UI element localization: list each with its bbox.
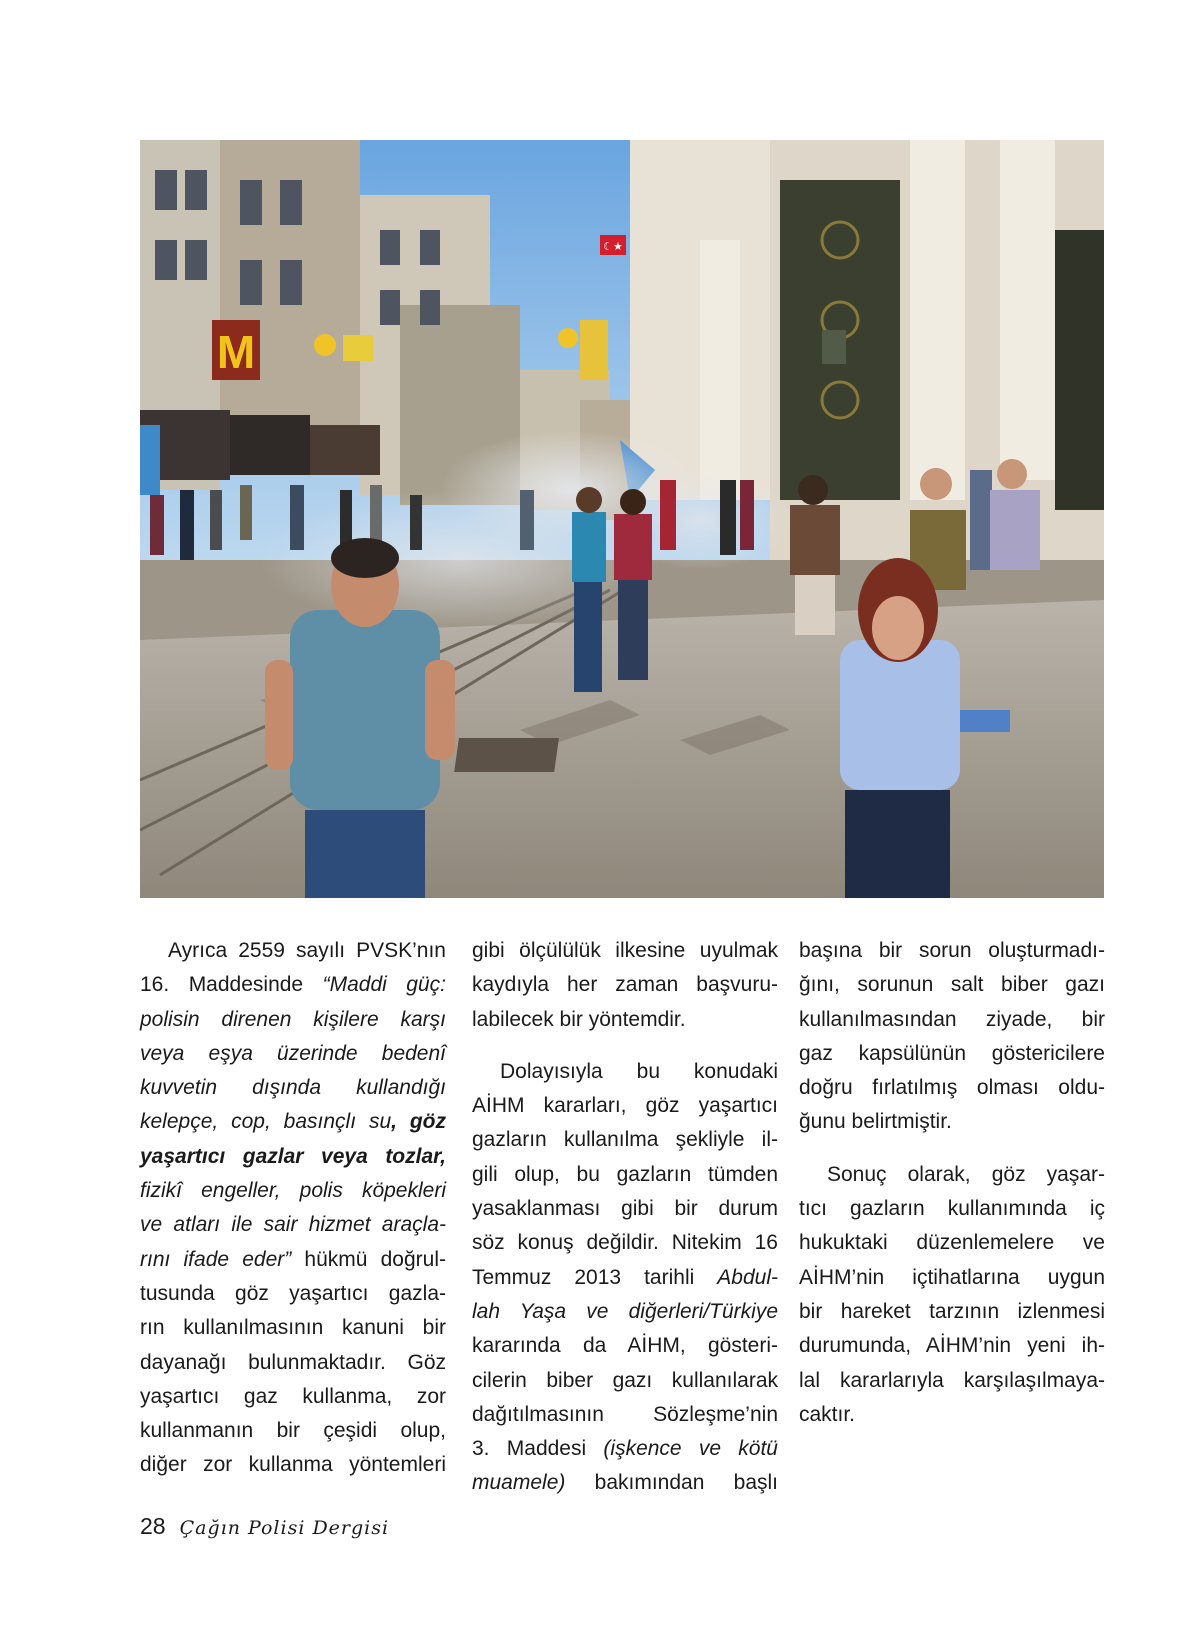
text-line: dayanağı bulunmaktadır. Göz bbox=[140, 1350, 446, 1374]
text-line: rın kullanılmasının kanuni bir bbox=[140, 1316, 446, 1340]
text-line: polisin direnen kişilere karşı bbox=[140, 1007, 446, 1031]
text-line: söz konuş değildir. Nitekim 16 bbox=[472, 1231, 778, 1255]
text-column-3 bbox=[799, 934, 1105, 1432]
magazine-title: Çağın Polisi Dergisi bbox=[179, 1517, 390, 1539]
text-line: AİHM’nin içtihatlarına uygun bbox=[799, 1265, 1105, 1289]
paragraph bbox=[472, 934, 778, 1037]
text-line: gili olup, bu gazların tümden bbox=[472, 1162, 778, 1186]
text-line: gazların kullanılma şekliyle il- bbox=[472, 1128, 778, 1152]
text-line: gaz kapsülünün göstericilere bbox=[799, 1041, 1105, 1065]
text-line: Sonuç olarak, göz yaşar- bbox=[827, 1162, 1105, 1186]
text-line: doğru fırlatılmış olması oldu- bbox=[799, 1076, 1105, 1100]
text-line: Dolayısıyla bu konudaki bbox=[500, 1059, 778, 1083]
text-line: gibi ölçülülük ilkesine uyulmak bbox=[472, 939, 778, 962]
text-line: kelepçe, cop, basınçlı su, göz bbox=[140, 1110, 446, 1134]
text-line: lal kararlarıyla karşılaşılmaya- bbox=[799, 1368, 1105, 1392]
text-line: diğer zor kullanma yöntemleri bbox=[140, 1453, 446, 1477]
text-line: kullanmanın bir çeşidi olup, bbox=[140, 1419, 446, 1443]
text-line: labilecek bir yöntemdir. bbox=[472, 1007, 686, 1031]
text-line: bir hareket tarzının izlenmesi bbox=[799, 1299, 1105, 1323]
text-line: lah Yaşa ve diğerleri/Türkiye bbox=[472, 1299, 778, 1323]
text-line: 16. Maddesinde “Maddi güç: bbox=[140, 973, 446, 997]
text-line: 3. Maddesi (işkence ve kötü bbox=[472, 1437, 778, 1461]
text-line: hukuktaki düzenlemelere ve bbox=[799, 1231, 1105, 1255]
page-footer bbox=[140, 1513, 389, 1543]
text-line: muamele) bakımından başlı bbox=[472, 1471, 778, 1495]
text-line: tusunda göz yaşartıcı gazla- bbox=[140, 1281, 446, 1305]
text-column-1 bbox=[140, 934, 446, 1483]
text-line: yaşartıcı gazlar veya tozlar, bbox=[140, 1144, 446, 1168]
text-line: dağıtılmasının Sözleşme’nin bbox=[472, 1402, 778, 1426]
text-line: tıcı gazların kullanımında iç bbox=[799, 1197, 1105, 1221]
photo-illustration bbox=[140, 140, 1104, 898]
text-line: ve atları ile sair hizmet araçla- bbox=[140, 1213, 446, 1237]
turkish-flag-icon: ☾★ bbox=[603, 240, 623, 253]
text-column-2 bbox=[472, 934, 778, 1501]
text-line: caktır. bbox=[799, 1402, 856, 1426]
text-line: yasaklanması gibi bir durum bbox=[472, 1197, 778, 1221]
paragraph bbox=[472, 1055, 778, 1501]
text-line: fizikî engeller, polis köpekleri bbox=[140, 1179, 446, 1203]
text-line: ğunu belirtmiştir. bbox=[799, 1110, 952, 1134]
text-line: yaşartıcı gaz kullanma, zor bbox=[140, 1384, 446, 1408]
paragraph bbox=[799, 1158, 1105, 1432]
street-protest-photo bbox=[140, 140, 1104, 898]
paragraph bbox=[140, 934, 446, 1483]
text-line: kullanılmasından ziyade, bir bbox=[799, 1007, 1105, 1031]
text-line: cilerin biber gazı kullanılarak bbox=[472, 1368, 778, 1392]
text-line: durumunda, AİHM’nin yeni ih- bbox=[799, 1334, 1105, 1358]
text-line: kararında da AİHM, gösteri- bbox=[472, 1334, 778, 1358]
text-line: kaydıyla her zaman başvuru- bbox=[472, 973, 778, 997]
text-line: Temmuz 2013 tarihli Abdul- bbox=[472, 1265, 778, 1289]
text-line: Ayrıca 2559 sayılı PVSK’nın bbox=[168, 939, 446, 962]
text-line: ğını, sorunun salt biber gazı bbox=[799, 973, 1105, 997]
text-line: veya eşya üzerinde bedenî bbox=[140, 1041, 446, 1065]
page-number: 28 bbox=[140, 1513, 166, 1539]
text-line: AİHM kararları, göz yaşartıcı bbox=[472, 1094, 778, 1118]
text-line: başına bir sorun oluşturmadı- bbox=[799, 939, 1105, 962]
text-line: rını ifade eder” hükmü doğrul- bbox=[140, 1247, 446, 1271]
paragraph bbox=[799, 934, 1105, 1140]
text-line: kuvvetin dışında kullandığı bbox=[140, 1076, 446, 1100]
mcdonalds-logo: M bbox=[216, 326, 256, 378]
